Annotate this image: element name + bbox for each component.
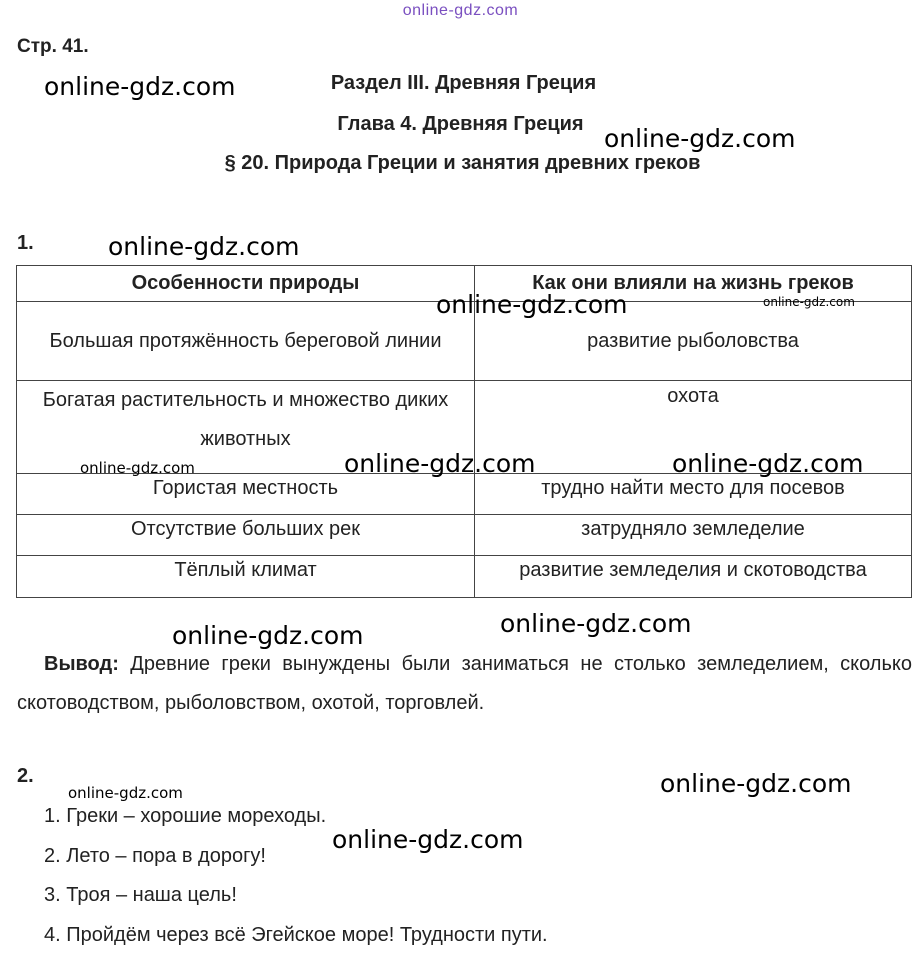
table-cell: Гористая местность <box>17 474 475 515</box>
paragraph-title: § 20. Природа Греции и занятия древних греков <box>224 152 701 174</box>
table-cell: развитие рыболовства <box>475 302 912 381</box>
table-cell: Тёплый климат <box>17 556 475 598</box>
list-item: 2. Лето – пора в дорогу! <box>44 845 266 867</box>
watermark: online-gdz.com <box>344 449 536 478</box>
table-cell: развитие земледелия и скотоводства <box>475 556 912 598</box>
watermark: online-gdz.com <box>763 295 855 309</box>
conclusion <box>17 645 912 723</box>
table-row <box>17 474 912 515</box>
watermark: online-gdz.com <box>80 459 195 477</box>
watermark: online-gdz.com <box>672 449 864 478</box>
watermark: online-gdz.com <box>436 290 628 319</box>
table-cell: Отсутствие больших рек <box>17 515 475 556</box>
table-cell: трудно найти место для посевов <box>475 474 912 515</box>
top-watermark: online-gdz.com <box>402 2 519 19</box>
watermark: online-gdz.com <box>332 825 524 854</box>
watermark: online-gdz.com <box>44 72 236 101</box>
list-item: 3. Троя – наша цель! <box>44 884 237 906</box>
task-2-number: 2. <box>17 765 34 787</box>
conclusion-label: Вывод: <box>44 653 119 675</box>
list-item: 1. Греки – хорошие мореходы. <box>44 805 327 827</box>
table-cell: Богатая растительность и множество диких животных <box>17 381 475 474</box>
watermark: online-gdz.com <box>660 769 852 798</box>
table-cell: Большая протяжённость береговой линии <box>17 302 475 381</box>
watermark: online-gdz.com <box>604 124 796 153</box>
table-cell: затрудняло земледелие <box>475 515 912 556</box>
task-1-number: 1. <box>17 232 34 254</box>
section-title: Раздел III. Древняя Греция <box>330 72 597 94</box>
watermark: online-gdz.com <box>500 609 692 638</box>
page-number: Стр. 41. <box>17 36 89 57</box>
watermark: online-gdz.com <box>68 784 183 802</box>
watermark: online-gdz.com <box>172 621 364 650</box>
watermark: online-gdz.com <box>108 232 300 261</box>
table-row <box>17 556 912 598</box>
table-cell: охота <box>475 381 912 474</box>
chapter-title: Глава 4. Древняя Греция <box>337 113 584 135</box>
table-row <box>17 515 912 556</box>
conclusion-text: Древние греки вынуждены были заниматься не столько земледелием, сколько скотоводством, рыболовством, охотой, торговлей. <box>17 653 912 714</box>
table-header-cell: Как они влияли на жизнь греков <box>475 266 912 302</box>
list-item: 4. Пройдём через всё Эгейское море! Трудности пути. <box>44 924 548 946</box>
table-header-cell: Особенности природы <box>17 266 475 302</box>
